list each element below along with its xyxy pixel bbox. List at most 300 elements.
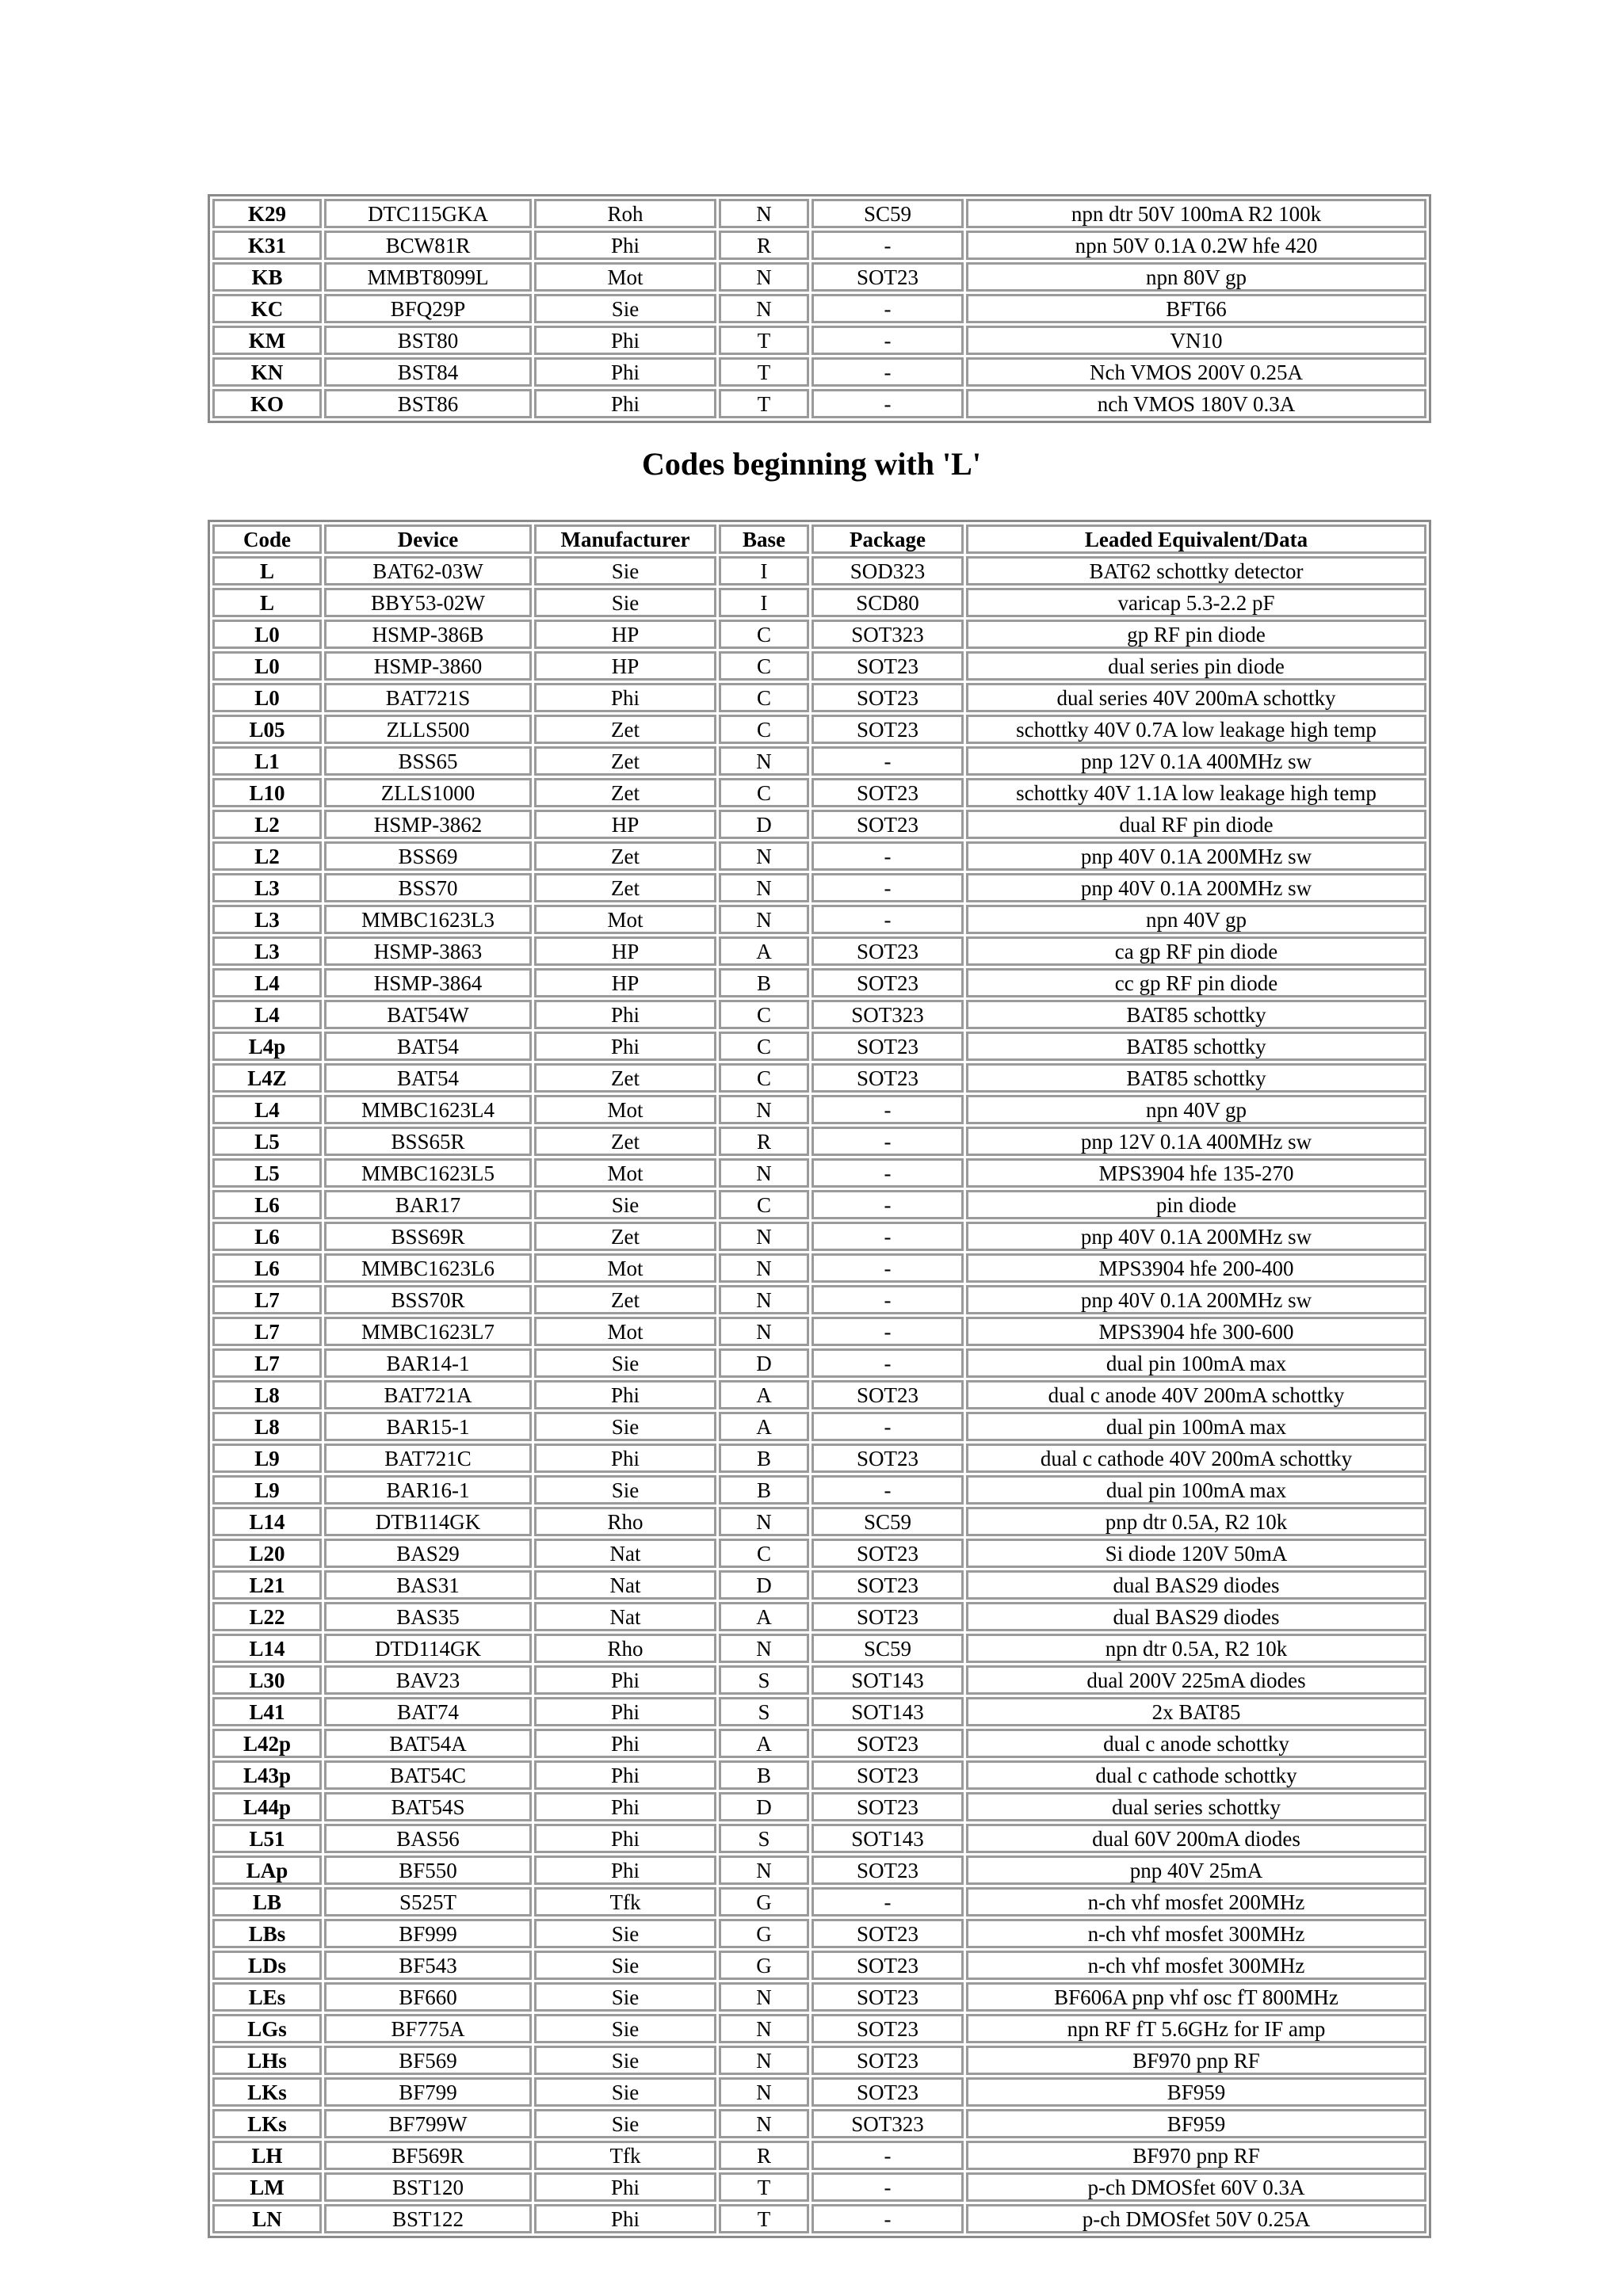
code-cell: L2 <box>212 841 322 871</box>
leaded-equivalent-cell: pnp 40V 0.1A 200MHz sw <box>966 1285 1426 1314</box>
code-cell: L6 <box>212 1222 322 1251</box>
device-cell: BST80 <box>324 326 532 355</box>
code-cell: L43p <box>212 1760 322 1790</box>
leaded-equivalent-cell: npn 40V gp <box>966 1095 1426 1124</box>
device-cell: BST122 <box>324 2204 532 2233</box>
manufacturer-cell: Phi <box>534 1760 716 1790</box>
leaded-equivalent-cell: npn 40V gp <box>966 905 1426 934</box>
manufacturer-cell: Rho <box>534 1507 716 1536</box>
table-row <box>212 1127 1426 1156</box>
device-cell: HSMP-3864 <box>324 968 532 997</box>
package-cell: SOT143 <box>812 1824 964 1853</box>
leaded-equivalent-cell: pnp 40V 0.1A 200MHz sw <box>966 841 1426 871</box>
device-cell: BAS29 <box>324 1539 532 1568</box>
table-row <box>212 199 1426 228</box>
leaded-equivalent-cell: p-ch DMOSfet 60V 0.3A <box>966 2172 1426 2202</box>
code-cell: L51 <box>212 1824 322 1853</box>
package-cell: SOT323 <box>812 620 964 649</box>
package-cell: - <box>812 1285 964 1314</box>
manufacturer-cell: Zet <box>534 1285 716 1314</box>
leaded-equivalent-cell: npn RF fT 5.6GHz for IF amp <box>966 2014 1426 2043</box>
table-row <box>212 2172 1426 2202</box>
manufacturer-cell: Phi <box>534 2204 716 2233</box>
table-row <box>212 1253 1426 1283</box>
leaded-equivalent-cell: pin diode <box>966 1190 1426 1219</box>
table-row <box>212 1602 1426 1631</box>
manufacturer-cell: Zet <box>534 1063 716 1093</box>
manufacturer-cell: Sie <box>534 1412 716 1441</box>
code-cell: L <box>212 588 322 617</box>
leaded-equivalent-cell: npn dtr 0.5A, R2 10k <box>966 1634 1426 1663</box>
code-cell: LBs <box>212 1919 322 1948</box>
leaded-equivalent-cell: BAT85 schottky <box>966 1000 1426 1029</box>
table-row <box>212 326 1426 355</box>
table-row <box>212 968 1426 997</box>
leaded-equivalent-cell: Nch VMOS 200V 0.25A <box>966 357 1426 387</box>
code-cell: L4p <box>212 1032 322 1061</box>
base-cell: T <box>719 2172 809 2202</box>
base-cell: D <box>719 810 809 839</box>
package-cell: - <box>812 1190 964 1219</box>
device-cell: BAR15-1 <box>324 1412 532 1441</box>
device-cell: DTB114GK <box>324 1507 532 1536</box>
base-cell: N <box>719 1507 809 1536</box>
code-cell: L5 <box>212 1158 322 1188</box>
device-cell: HSMP-386B <box>324 620 532 649</box>
base-cell: G <box>719 1951 809 1980</box>
leaded-equivalent-cell: npn 50V 0.1A 0.2W hfe 420 <box>966 231 1426 260</box>
leaded-equivalent-cell: 2x BAT85 <box>966 1697 1426 1726</box>
device-cell: BAT721S <box>324 683 532 712</box>
package-cell: - <box>812 2204 964 2233</box>
device-cell: BAT721C <box>324 1444 532 1473</box>
device-cell: BAS31 <box>324 1570 532 1600</box>
code-cell: L20 <box>212 1539 322 1568</box>
base-cell: N <box>719 2077 809 2107</box>
leaded-equivalent-cell: dual pin 100mA max <box>966 1348 1426 1378</box>
manufacturer-cell: Zet <box>534 778 716 807</box>
code-cell: L8 <box>212 1412 322 1441</box>
leaded-equivalent-cell: gp RF pin diode <box>966 620 1426 649</box>
manufacturer-cell: HP <box>534 810 716 839</box>
code-cell: L6 <box>212 1253 322 1283</box>
device-cell: BF999 <box>324 1919 532 1948</box>
manufacturer-cell: Sie <box>534 588 716 617</box>
header-row <box>212 524 1426 554</box>
base-cell: N <box>719 746 809 776</box>
table-row <box>212 1444 1426 1473</box>
base-cell: D <box>719 1792 809 1821</box>
manufacturer-cell: Tfk <box>534 2141 716 2170</box>
base-cell: I <box>719 556 809 585</box>
table-row <box>212 905 1426 934</box>
base-cell: A <box>719 1412 809 1441</box>
base-cell: B <box>719 1475 809 1505</box>
manufacturer-cell: Phi <box>534 1697 716 1726</box>
base-cell: S <box>719 1824 809 1853</box>
manufacturer-cell: Phi <box>534 1000 716 1029</box>
table-row <box>212 1317 1426 1346</box>
manufacturer-cell: Sie <box>534 2109 716 2138</box>
manufacturer-cell: HP <box>534 936 716 966</box>
table-row <box>212 1539 1426 1568</box>
device-cell: BSS65 <box>324 746 532 776</box>
manufacturer-cell: Sie <box>534 1475 716 1505</box>
base-cell: N <box>719 1222 809 1251</box>
device-cell: BAT74 <box>324 1697 532 1726</box>
package-cell: SOT23 <box>812 1729 964 1758</box>
package-cell: - <box>812 326 964 355</box>
leaded-equivalent-cell: dual c cathode schottky <box>966 1760 1426 1790</box>
leaded-equivalent-cell: cc gp RF pin diode <box>966 968 1426 997</box>
package-cell: SOT23 <box>812 1982 964 2012</box>
device-cell: BAT54C <box>324 1760 532 1790</box>
device-cell: MMBC1623L4 <box>324 1095 532 1124</box>
base-cell: C <box>719 1063 809 1093</box>
package-cell: - <box>812 389 964 418</box>
base-cell: N <box>719 873 809 902</box>
table-row <box>212 1760 1426 1790</box>
base-cell: N <box>719 1317 809 1346</box>
code-cell: L4 <box>212 1000 322 1029</box>
base-cell: C <box>719 1000 809 1029</box>
package-cell: - <box>812 1475 964 1505</box>
manufacturer-cell: Sie <box>534 556 716 585</box>
base-cell: N <box>719 2046 809 2075</box>
leaded-equivalent-cell: p-ch DMOSfet 50V 0.25A <box>966 2204 1426 2233</box>
leaded-equivalent-cell: Si diode 120V 50mA <box>966 1539 1426 1568</box>
manufacturer-cell: Nat <box>534 1539 716 1568</box>
base-cell: C <box>719 715 809 744</box>
device-cell: MMBC1623L3 <box>324 905 532 934</box>
manufacturer-cell: Mot <box>534 1317 716 1346</box>
leaded-equivalent-cell: MPS3904 hfe 200-400 <box>966 1253 1426 1283</box>
leaded-equivalent-cell: dual c anode schottky <box>966 1729 1426 1758</box>
code-cell: L0 <box>212 651 322 681</box>
leaded-equivalent-cell: BF970 pnp RF <box>966 2046 1426 2075</box>
manufacturer-cell: Phi <box>534 1380 716 1409</box>
leaded-equivalent-cell: dual pin 100mA max <box>966 1412 1426 1441</box>
device-cell: BAT54 <box>324 1063 532 1093</box>
package-cell: SOT23 <box>812 1063 964 1093</box>
code-cell: LDs <box>212 1951 322 1980</box>
device-cell: BF569R <box>324 2141 532 2170</box>
code-cell: L5 <box>212 1127 322 1156</box>
table-row <box>212 1348 1426 1378</box>
package-cell: SC59 <box>812 199 964 228</box>
leaded-equivalent-cell: pnp 40V 25mA <box>966 1855 1426 1885</box>
package-cell: SCD80 <box>812 588 964 617</box>
manufacturer-cell: Phi <box>534 389 716 418</box>
code-cell: L7 <box>212 1285 322 1314</box>
base-cell: C <box>719 1190 809 1219</box>
package-cell: - <box>812 231 964 260</box>
package-cell: - <box>812 905 964 934</box>
code-cell: L44p <box>212 1792 322 1821</box>
device-cell: DTD114GK <box>324 1634 532 1663</box>
manufacturer-cell: Sie <box>534 2014 716 2043</box>
manufacturer-cell: Sie <box>534 1348 716 1378</box>
base-cell: N <box>719 1158 809 1188</box>
package-cell: SOT143 <box>812 1665 964 1695</box>
base-cell: N <box>719 1855 809 1885</box>
table-row <box>212 1032 1426 1061</box>
package-cell: - <box>812 1887 964 1917</box>
code-cell: L3 <box>212 873 322 902</box>
leaded-equivalent-cell: pnp 40V 0.1A 200MHz sw <box>966 873 1426 902</box>
device-cell: BF660 <box>324 1982 532 2012</box>
table-row <box>212 1697 1426 1726</box>
code-cell: L21 <box>212 1570 322 1600</box>
device-cell: BF543 <box>324 1951 532 1980</box>
device-cell: BF799 <box>324 2077 532 2107</box>
package-cell: SOT23 <box>812 1792 964 1821</box>
device-header: Device <box>324 524 532 554</box>
device-cell: ZLLS500 <box>324 715 532 744</box>
codes-k-table-body <box>212 199 1426 418</box>
manufacturer-cell: Nat <box>534 1570 716 1600</box>
code-cell: L0 <box>212 620 322 649</box>
manufacturer-cell: Phi <box>534 326 716 355</box>
code-cell: L3 <box>212 936 322 966</box>
package-cell: SOT23 <box>812 936 964 966</box>
base-cell: N <box>719 294 809 323</box>
code-header: Code <box>212 524 322 554</box>
manufacturer-cell: Sie <box>534 1190 716 1219</box>
device-cell: BSS70 <box>324 873 532 902</box>
base-cell: A <box>719 1729 809 1758</box>
device-cell: BSS69 <box>324 841 532 871</box>
table-row <box>212 810 1426 839</box>
codes-l-table-body <box>212 556 1426 2233</box>
leaded-equivalent-cell: dual c cathode 40V 200mA schottky <box>966 1444 1426 1473</box>
leaded-equivalent-cell: schottky 40V 1.1A low leakage high temp <box>966 778 1426 807</box>
code-cell: LH <box>212 2141 322 2170</box>
table-row <box>212 1919 1426 1948</box>
manufacturer-cell: Sie <box>534 294 716 323</box>
code-cell: L4 <box>212 1095 322 1124</box>
package-cell: SOT23 <box>812 1602 964 1631</box>
code-cell: L30 <box>212 1665 322 1695</box>
table-row <box>212 1982 1426 2012</box>
table-row <box>212 2077 1426 2107</box>
device-cell: BST86 <box>324 389 532 418</box>
code-cell: LAp <box>212 1855 322 1885</box>
table-row <box>212 1855 1426 1885</box>
manufacturer-cell: Zet <box>534 746 716 776</box>
manufacturer-cell: Phi <box>534 1665 716 1695</box>
base-cell: N <box>719 1253 809 1283</box>
leaded-equivalent-cell: varicap 5.3-2.2 pF <box>966 588 1426 617</box>
code-cell: L2 <box>212 810 322 839</box>
code-cell: L10 <box>212 778 322 807</box>
table-row <box>212 1570 1426 1600</box>
table-row <box>212 1507 1426 1536</box>
table-row <box>212 715 1426 744</box>
code-cell: L7 <box>212 1317 322 1346</box>
leaded-equivalent-cell: dual BAS29 diodes <box>966 1602 1426 1631</box>
package-cell: SC59 <box>812 1634 964 1663</box>
manufacturer-cell: Mot <box>534 905 716 934</box>
package-cell: SOT23 <box>812 2014 964 2043</box>
device-cell: BCW81R <box>324 231 532 260</box>
table-row <box>212 1634 1426 1663</box>
base-header: Base <box>719 524 809 554</box>
table-row <box>212 389 1426 418</box>
leaded-equivalent-cell: npn dtr 50V 100mA R2 100k <box>966 199 1426 228</box>
manufacturer-cell: Zet <box>534 873 716 902</box>
base-cell: T <box>719 389 809 418</box>
table-row <box>212 588 1426 617</box>
base-cell: S <box>719 1697 809 1726</box>
code-cell: LKs <box>212 2109 322 2138</box>
table-row <box>212 2204 1426 2233</box>
package-cell: - <box>812 294 964 323</box>
manufacturer-cell: Zet <box>534 1222 716 1251</box>
leaded-equivalent-cell: dual BAS29 diodes <box>966 1570 1426 1600</box>
leaded-equivalent-cell: nch VMOS 180V 0.3A <box>966 389 1426 418</box>
device-cell: BAT54 <box>324 1032 532 1061</box>
package-cell: SOT23 <box>812 1539 964 1568</box>
table-row <box>212 262 1426 292</box>
leaded-equivalent-cell: schottky 40V 0.7A low leakage high temp <box>966 715 1426 744</box>
package-cell: SOT23 <box>812 1919 964 1948</box>
table-row <box>212 1412 1426 1441</box>
code-cell: LB <box>212 1887 322 1917</box>
table-row <box>212 683 1426 712</box>
package-cell: SC59 <box>812 1507 964 1536</box>
table-row <box>212 1158 1426 1188</box>
leaded-equivalent-cell: dual 200V 225mA diodes <box>966 1665 1426 1695</box>
package-cell: SOT23 <box>812 715 964 744</box>
package-cell: - <box>812 2141 964 2170</box>
package-cell: - <box>812 357 964 387</box>
leaded-equivalent-cell: BAT85 schottky <box>966 1063 1426 1093</box>
base-cell: C <box>719 683 809 712</box>
code-cell: LEs <box>212 1982 322 2012</box>
package-cell: SOT23 <box>812 1855 964 1885</box>
base-cell: A <box>719 1602 809 1631</box>
table-row <box>212 2141 1426 2170</box>
table-row <box>212 620 1426 649</box>
code-cell: L41 <box>212 1697 322 1726</box>
manufacturer-cell: Zet <box>534 841 716 871</box>
manufacturer-cell: HP <box>534 968 716 997</box>
device-cell: MMBC1623L7 <box>324 1317 532 1346</box>
table-row <box>212 1792 1426 1821</box>
package-cell: - <box>812 1158 964 1188</box>
package-cell: - <box>812 1412 964 1441</box>
leaded-equivalent-cell: ca gp RF pin diode <box>966 936 1426 966</box>
device-cell: MMBT8099L <box>324 262 532 292</box>
device-cell: BAR14-1 <box>324 1348 532 1378</box>
package-cell: - <box>812 746 964 776</box>
device-cell: MMBC1623L5 <box>324 1158 532 1188</box>
base-cell: N <box>719 1095 809 1124</box>
base-cell: D <box>719 1570 809 1600</box>
code-cell: L9 <box>212 1444 322 1473</box>
code-cell: LGs <box>212 2014 322 2043</box>
leaded-equivalent-cell: VN10 <box>966 326 1426 355</box>
code-cell: KC <box>212 294 322 323</box>
base-cell: G <box>719 1887 809 1917</box>
base-cell: I <box>719 588 809 617</box>
table-row <box>212 1824 1426 1853</box>
base-cell: C <box>719 620 809 649</box>
table-row <box>212 936 1426 966</box>
manufacturer-header: Manufacturer <box>534 524 716 554</box>
base-cell: R <box>719 1127 809 1156</box>
code-cell: KO <box>212 389 322 418</box>
device-cell: BAT54W <box>324 1000 532 1029</box>
base-cell: T <box>719 326 809 355</box>
leaded-equivalent-cell: n-ch vhf mosfet 300MHz <box>966 1919 1426 1948</box>
table-row <box>212 2109 1426 2138</box>
code-cell: L4Z <box>212 1063 322 1093</box>
manufacturer-cell: Nat <box>534 1602 716 1631</box>
package-cell: SOT23 <box>812 651 964 681</box>
leaded-equivalent-cell: dual series schottky <box>966 1792 1426 1821</box>
leaded-equivalent-cell: pnp 12V 0.1A 400MHz sw <box>966 1127 1426 1156</box>
manufacturer-cell: Phi <box>534 1444 716 1473</box>
manufacturer-cell: Phi <box>534 357 716 387</box>
base-cell: D <box>719 1348 809 1378</box>
code-cell: KN <box>212 357 322 387</box>
leaded-equivalent-cell: BFT66 <box>966 294 1426 323</box>
package-cell: SOT23 <box>812 968 964 997</box>
codes-l-table <box>208 520 1431 2238</box>
device-cell: BAT54A <box>324 1729 532 1758</box>
manufacturer-cell: Phi <box>534 1032 716 1061</box>
code-cell: L7 <box>212 1348 322 1378</box>
device-cell: BSS70R <box>324 1285 532 1314</box>
manufacturer-cell: HP <box>534 620 716 649</box>
base-cell: N <box>719 199 809 228</box>
base-cell: T <box>719 2204 809 2233</box>
base-cell: B <box>719 1760 809 1790</box>
base-cell: T <box>719 357 809 387</box>
leaded-equivalent-cell: dual series pin diode <box>966 651 1426 681</box>
manufacturer-cell: Sie <box>534 2046 716 2075</box>
package-cell: - <box>812 1222 964 1251</box>
table-row <box>212 231 1426 260</box>
device-cell: BF775A <box>324 2014 532 2043</box>
code-cell: L14 <box>212 1634 322 1663</box>
table-row <box>212 746 1426 776</box>
table-row <box>212 357 1426 387</box>
base-cell: N <box>719 841 809 871</box>
code-cell: L14 <box>212 1507 322 1536</box>
manufacturer-cell: HP <box>534 651 716 681</box>
table-row <box>212 1095 1426 1124</box>
device-cell: BAS35 <box>324 1602 532 1631</box>
table-row <box>212 2014 1426 2043</box>
codes-k-table <box>208 194 1431 423</box>
code-cell: LM <box>212 2172 322 2202</box>
package-cell: SOT23 <box>812 1760 964 1790</box>
package-cell: SOD323 <box>812 556 964 585</box>
package-cell: SOT23 <box>812 2077 964 2107</box>
base-cell: C <box>719 1539 809 1568</box>
base-cell: R <box>719 231 809 260</box>
leaded-equivalent-cell: BF959 <box>966 2109 1426 2138</box>
base-cell: C <box>719 778 809 807</box>
leaded-equivalent-cell: BAT62 schottky detector <box>966 556 1426 585</box>
table-row <box>212 1222 1426 1251</box>
leaded-equivalent-cell: n-ch vhf mosfet 200MHz <box>966 1887 1426 1917</box>
device-cell: BAR17 <box>324 1190 532 1219</box>
leaded-equivalent-header: Leaded Equivalent/Data <box>966 524 1426 554</box>
